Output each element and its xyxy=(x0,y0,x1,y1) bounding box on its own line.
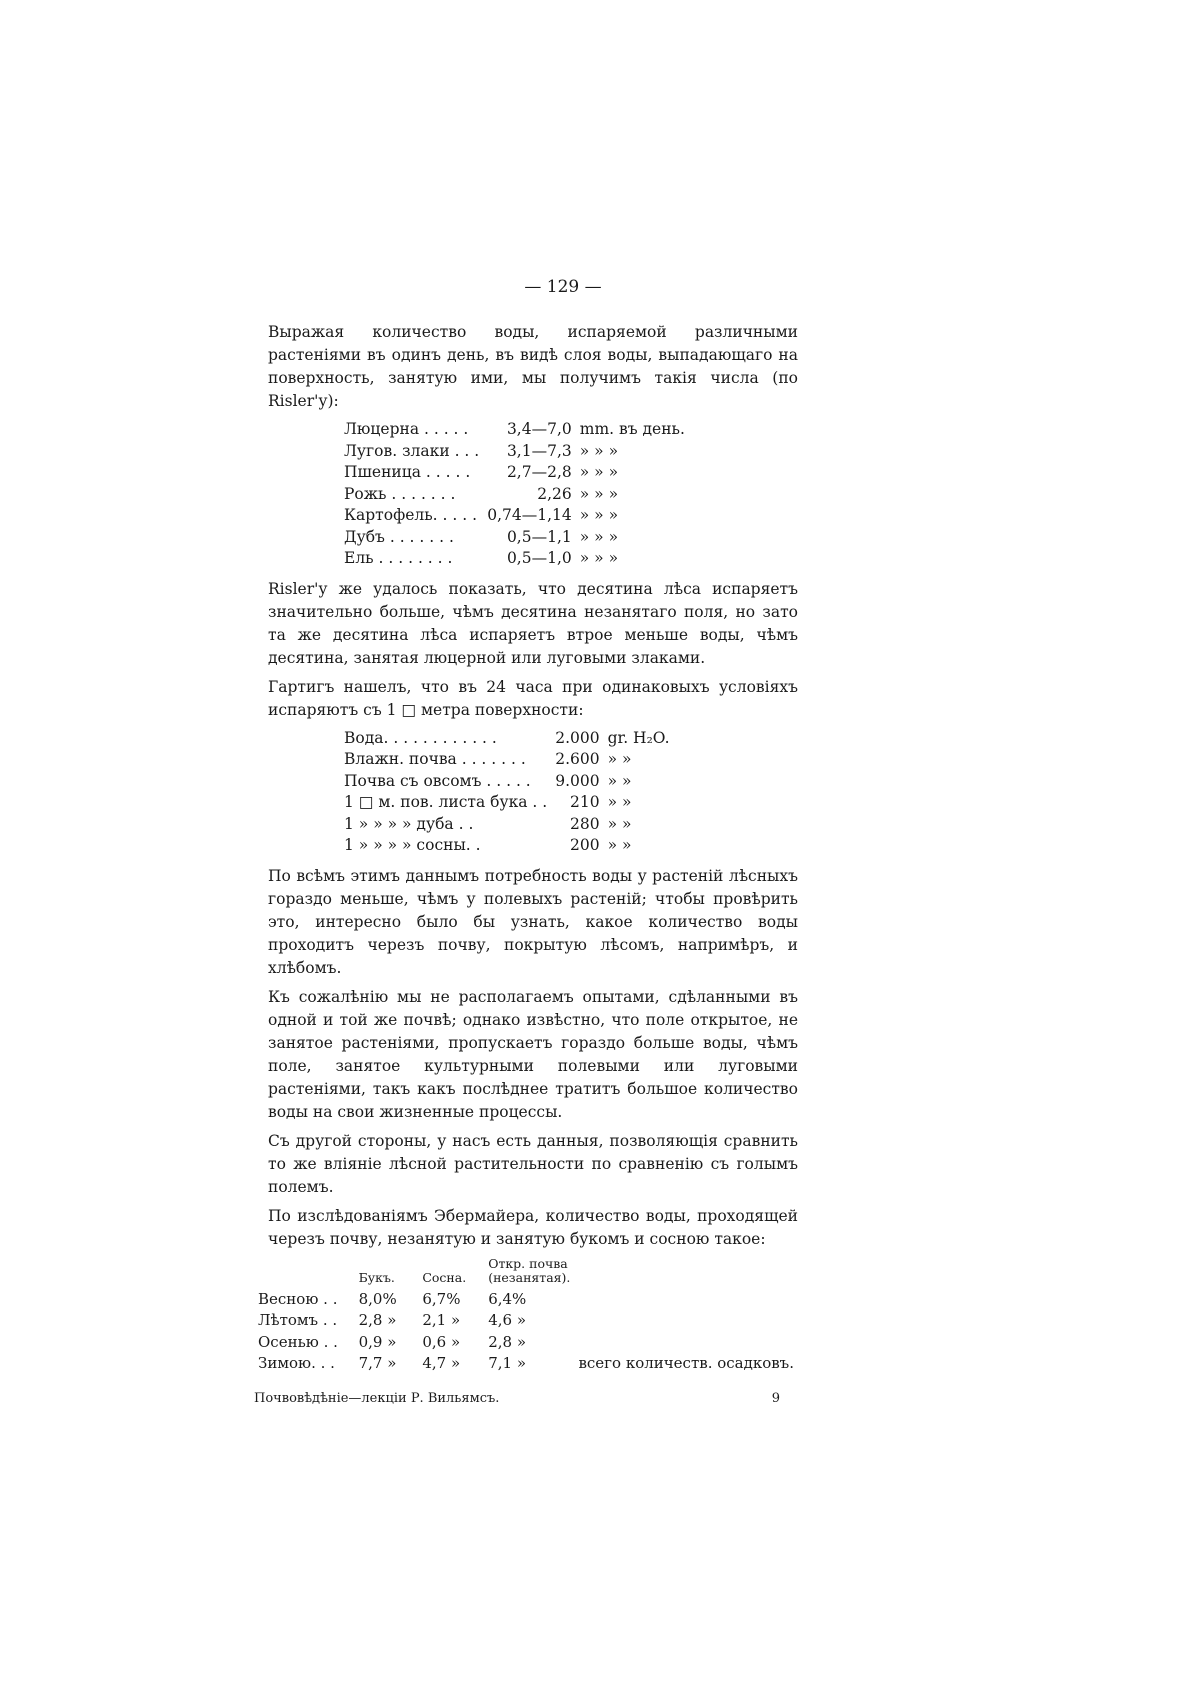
table-cell: 3,1—7,3 xyxy=(506,441,572,460)
table-cell xyxy=(574,1332,798,1354)
table-cell: » » » xyxy=(579,549,619,567)
footer-title: Почвовѣдѣніе—лекціи Р. Вильямсъ. xyxy=(254,1390,500,1406)
table-cell: 2,8 » xyxy=(358,1311,397,1329)
table-cell: 4,7 » xyxy=(422,1354,461,1372)
table-cell: Ель . . . . . . . . xyxy=(344,549,453,567)
table-row xyxy=(340,792,674,814)
table-cell: 6,4% xyxy=(488,1289,527,1308)
table-cell: 2,26 xyxy=(537,484,572,503)
table-row xyxy=(340,505,689,527)
table-cell: 9.000 xyxy=(555,771,600,790)
table-row xyxy=(340,728,674,750)
table-cell: 2,1 » xyxy=(422,1311,461,1329)
table-cell: 8,0% xyxy=(358,1289,397,1308)
table-cell: 200 xyxy=(569,836,600,854)
table-row xyxy=(254,1353,798,1375)
hartig-table xyxy=(340,728,674,857)
table-row xyxy=(340,462,689,484)
table-cell: Картофель. . . . . xyxy=(344,506,477,524)
table-cell: 1 » » » » дуба . . xyxy=(344,814,474,833)
table-cell: 6,7% xyxy=(422,1289,461,1308)
table-cell: Почва съ овсомъ . . . . . xyxy=(344,771,531,790)
table-row xyxy=(340,771,674,793)
paragraph-1: Выражая количество воды, испаряемой различными растеніями въ одинъ день, въ видѣ слоя воды, выпадающаго на поверхность, занятую ими, мы получимъ такія числа (по Risler'у): xyxy=(268,323,798,410)
table-cell: Лѣтомъ . . xyxy=(258,1311,338,1329)
table-cell: 3,4—7,0 xyxy=(506,420,572,438)
table-cell: » » » xyxy=(579,484,619,503)
table-row xyxy=(254,1332,798,1354)
header-cell xyxy=(574,1257,798,1289)
table-cell: 2.000 xyxy=(555,728,600,747)
table-row xyxy=(254,1289,798,1311)
table-cell: 7,7 » xyxy=(358,1354,397,1372)
table-cell: 210 xyxy=(569,793,600,811)
table-cell xyxy=(574,1289,798,1311)
table-cell: » » » xyxy=(579,441,619,460)
paragraph-4: По всѣмъ этимъ даннымъ потребность воды у растеній лѣсныхъ гораздо меньше, чѣмъ у полевыхъ растеній; чтобы провѣрить это, интересно было бы узнать, какое количество воды проходитъ черезъ почву, покрытую лѣсомъ, напримѣръ, и хлѣбомъ. xyxy=(268,866,798,977)
table-row xyxy=(340,419,689,441)
table-cell: всего количеств. осадковъ. xyxy=(578,1354,794,1372)
table-cell: Лугов. злаки . . . xyxy=(344,441,480,460)
table-cell: » » » xyxy=(579,463,619,481)
header-cell xyxy=(254,1257,355,1289)
table-cell xyxy=(574,1310,798,1332)
table-row xyxy=(340,835,674,857)
table-cell: mm. въ день. xyxy=(579,420,685,438)
table-cell: Рожь . . . . . . . xyxy=(344,484,456,503)
table-cell: » » xyxy=(607,836,632,854)
table-cell: » » xyxy=(607,771,632,790)
header-cell: Откр. почва (незанятая). xyxy=(488,1255,571,1285)
table-cell: 0,9 » xyxy=(358,1332,397,1351)
page-footer xyxy=(254,1387,780,1410)
table-row xyxy=(254,1310,798,1332)
table-cell: gr. H₂O. xyxy=(607,728,670,747)
table-cell: Влажн. почва . . . . . . . xyxy=(344,750,526,768)
table-cell: Вода. . . . . . . . . . . . xyxy=(344,728,497,747)
paragraph-6: Съ другой стороны, у насъ есть данныя, позволяющія сравнить то же вліяніе лѣсной растительности по сравненію съ голымъ полемъ. xyxy=(268,1131,798,1196)
table-cell: » » » xyxy=(579,506,619,524)
paragraph-2: Risler'у же удалось показать, что десятина лѣса испаряетъ значительно больше, чѣмъ десятина незанятаго поля, но зато та же десятина лѣса испаряетъ втрое меньше воды, чѣмъ десятина, занятая люцерной или луговыми злаками. xyxy=(268,579,798,667)
table-row xyxy=(340,548,689,570)
table-row xyxy=(340,814,674,836)
signature-mark: 9 xyxy=(771,1390,780,1406)
table-cell: 2,8 » xyxy=(488,1332,527,1351)
table-cell: Осенью . . xyxy=(258,1332,338,1351)
table-cell: » » xyxy=(607,793,632,811)
table-cell: 1 » » » » сосны. . xyxy=(344,836,481,854)
table-cell: 0,6 » xyxy=(422,1332,461,1351)
table-row xyxy=(340,749,674,771)
header-cell: Сосна. xyxy=(422,1269,467,1285)
table-cell: 1 □ м. пов. листа бука . . xyxy=(344,793,548,811)
evaporation-table xyxy=(340,419,689,570)
table-cell: » » » xyxy=(579,527,619,546)
table-cell: 7,1 » xyxy=(488,1354,527,1372)
table-cell: Люцерна . . . . . xyxy=(344,420,469,438)
table-cell: Зимою. . . xyxy=(258,1354,335,1372)
table-header-row xyxy=(254,1257,798,1289)
table-row xyxy=(340,441,689,463)
page-number: — 129 — xyxy=(524,277,602,297)
table-row xyxy=(340,484,689,506)
paragraph-7: По изслѣдованіямъ Эбермайера, количество воды, проходящей черезъ почву, незанятую и занятую букомъ и сосною такое: xyxy=(268,1206,798,1248)
table-cell: Весною . . xyxy=(258,1289,338,1308)
table-cell: 2,7—2,8 xyxy=(506,463,572,481)
header-cell: Букъ. xyxy=(358,1269,395,1285)
paragraph-5: Къ сожалѣнію мы не располагаемъ опытами, сдѣланными въ одной и той же почвѣ; однако извѣстно, что поле открытое, не занятое растеніями, пропускаетъ гораздо больше воды, чѣмъ поле, занятое культурными полевыми или луговыми растеніями, такъ какъ послѣднее тратитъ большое количество воды на свои жизненные процессы. xyxy=(268,987,798,1121)
table-cell: 0,5—1,1 xyxy=(506,527,572,546)
table-cell: 280 xyxy=(569,814,600,833)
table-cell: 4,6 » xyxy=(488,1311,527,1329)
page-content xyxy=(254,276,798,1410)
ebermayer-table xyxy=(254,1257,798,1375)
table-row xyxy=(340,527,689,549)
table-cell: 0,74—1,14 xyxy=(487,506,572,524)
table-cell: » » xyxy=(607,814,632,833)
paragraph-3: Гартигъ нашелъ, что въ 24 часа при одинаковыхъ условіяхъ испаряютъ съ 1 □ метра поверхности: xyxy=(268,677,798,719)
table-cell: Дубъ . . . . . . . xyxy=(344,527,454,546)
table-cell: 0,5—1,0 xyxy=(506,549,572,567)
table-cell: 2.600 xyxy=(555,750,600,768)
table-cell: Пшеница . . . . . xyxy=(344,463,471,481)
table-cell: » » xyxy=(607,750,632,768)
